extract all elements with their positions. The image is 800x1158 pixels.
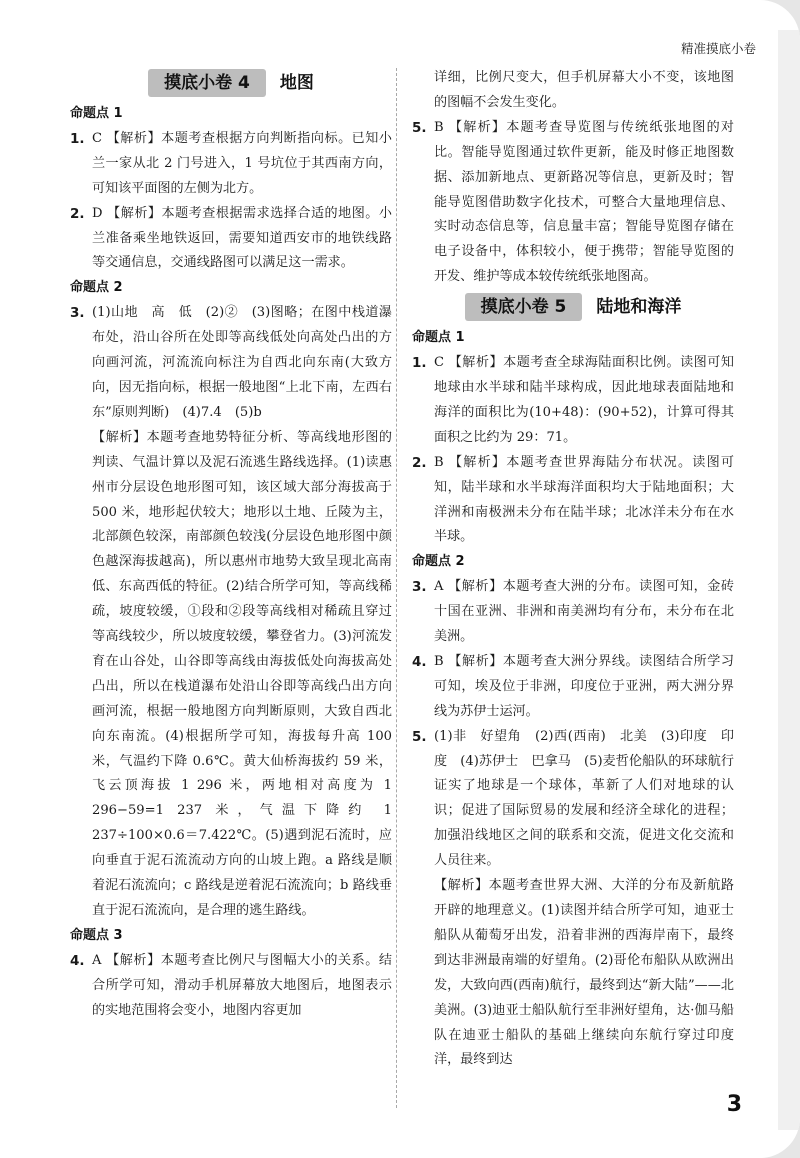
item-text: A 【解析】本题考查比例尺与图幅大小的关系。结合所学可知，滑动手机屏幕放大地图后，地图表示的实地范围将会变小，地图内容更加 [92,952,392,1018]
topic-label: 命题点 2 [70,280,123,296]
answer-item [412,725,734,1074]
item-number: 3. [70,305,85,322]
topic-label: 命题点 1 [70,106,123,121]
topic-label: 命题点 3 [70,927,123,943]
topic-label: 命题点 2 [412,554,465,570]
answer-item [70,202,392,277]
answer-item [70,127,392,202]
answer-item [412,575,734,650]
answer-item [412,650,734,725]
page-number: 3 [726,1092,742,1117]
item-number: 1. [412,355,427,372]
item-text: C 【解析】本题考查全球海陆面积比例。读图可知地球由水半球和陆半球构成，因此地球表面陆地和海洋的面积比为(10+48)：(90+52)，计算可得其面积之比约为 29：71。 [434,355,734,445]
answer-item [70,949,392,1024]
section-badge: 摸底小卷 5 [465,293,583,321]
right-column [412,66,734,1073]
item-number: 2. [70,205,85,222]
section-heading [412,290,734,324]
item-number: 2. [412,454,427,471]
item-text: 详细，比例尺变大，但手机屏幕大小不变，该地图的图幅不会发生变化。 [434,70,734,110]
item-text: A 【解析】本题考查大洲的分布。读图可知，金砖十国在亚洲、非洲和南美洲均有分布，未分布在北美洲。 [434,579,734,645]
section-title: 地图 [279,72,314,93]
item-text: C 【解析】本题考查根据方向判断指向标。已知小兰一家从北 2 门号进入，1 号坑位于其西南方向，可知该平面图的左侧为北方。 [92,130,392,196]
column-divider [396,68,397,1108]
answer-item [412,451,734,551]
answer-item [412,116,734,290]
item-text: B 【解析】本题考查导览图与传统纸张地图的对比。智能导览图通过软件更新，能及时修正地图数据、添加新地点、更新路况等信息，更新及时；智能导览图借助数字化技术，可整合大量地理信息、实时动态信息等，信息量丰富；智能导览图存储在电子设备中，体积较小，便于携带；智能导览图的开发、维护等成本较传统纸张地图高。 [434,119,734,285]
section-badge: 摸底小卷 4 [148,69,266,97]
section-heading [70,66,392,100]
answer-item [412,351,734,451]
explanation-paragraph: 【解析】本题考查世界大洲、大洋的分布及新航路开辟的地理意义。(1)读图并结合所学可知，迪亚士船队从葡萄牙出发，沿着非洲的西海岸南下，最终到达非洲最南端的好望角。(2)哥伦布船队从欧洲出发，大致向西(西南)航行，最终到达“新大陆”——北美洲。(3)迪亚士船队航行至非洲好望角，达·伽马船队在迪亚士船队的基础上继续向东航行穿过印度洋，最终到达 [434,878,734,1068]
running-head: 精准摸底小卷 [680,41,756,56]
section-title: 陆地和海洋 [596,296,682,317]
item-number: 4. [70,952,85,969]
topic-label: 命题点 1 [412,330,465,346]
page-edge [778,30,800,1130]
item-text: (1)山地 高 低 (2)② (3)图略；在图中栈道瀑布处，沿山谷所在处即等高线低处向高处凸出的方向画河流，河流流向标注为自西北向东南(大致方向，因无指向标，根据一般地图“上北下南，左西右东”原则判断) (4)7.4 (5)b [92,305,392,420]
explanation-paragraph: 【解析】本题考查地势特征分析、等高线地形图的判读、气温计算以及泥石流逃生路线选择。(1)读惠州市分层设色地形图可知，该区域大部分海拔高于 500 米，地形起伏较大；地形以土地、丘陵为主，北部颜色较深，南部颜色较浅(分层设色地形图中颜色越深海拔越高)，所以惠州市地势大致呈现北高南低、东高西低的特征。(2)结合所学可知，等高线稀疏，坡度较缓，①段和②段等高线相对稀疏且穿过等高线较少，所以坡度较缓，攀登省力。(3)河流发育在山谷处，山谷即等高线由海拔低处向海拔高处凸出，所以在栈道瀑布处沿山谷即等高线凸出方向画河流，根据一般地图方向判断原则，大致自西北向东南流。(4)根据所学可知，海拔每升高 100 米，气温约下降 0.6℃。黄大仙桥海拔约 59 米，飞云顶海拔 1 296 米，两地相对高度为 1 296−59=1 237 米，气温下降约 1 237÷100×0.6＝7.422℃。(5)遇到泥石流时，应向垂直于泥石流流动方向的山坡上跑。a 路线是顺着泥石流流向；c 路线是逆着泥石流流向；b 路线垂直于泥石流流向，是合理的逃生路线。 [92,429,392,918]
item-number: 4. [412,653,427,670]
item-number: 3. [412,579,427,596]
answer-item [70,301,392,924]
item-text: B 【解析】本题考查大洲分界线。读图结合所学习可知，埃及位于非洲，印度位于亚洲，两大洲分界线为苏伊士运河。 [434,653,734,719]
item-number: 5. [412,728,427,745]
item-text: B 【解析】本题考查世界海陆分布状况。读图可知，陆半球和水半球海洋面积均大于陆地面积；大洋洲和南极洲未分布在陆半球；北冰洋未分布在水半球。 [434,454,734,545]
item-number: 1. [70,130,85,147]
item-number: 5. [412,119,427,136]
item-text: (1)非 好望角 (2)西(西南) 北美 (3)印度 印度 (4)苏伊士 巴拿马 (5)麦哲伦船队的环球航行证实了地球是一个球体，革新了人们对地球的认识；促进了国际贸易的发展和经济全球化的进程；加强沿线地区之间的联系和交流，促进文化交流和人员往来。 [434,728,734,869]
item-text: D 【解析】本题考查根据需求选择合适的地图。小兰准备乘坐地铁返回，需要知道西安市的地铁线路等交通信息，交通线路图可以满足这一需求。 [92,205,392,271]
left-column [70,66,392,1024]
answer-item-continued [412,66,734,116]
